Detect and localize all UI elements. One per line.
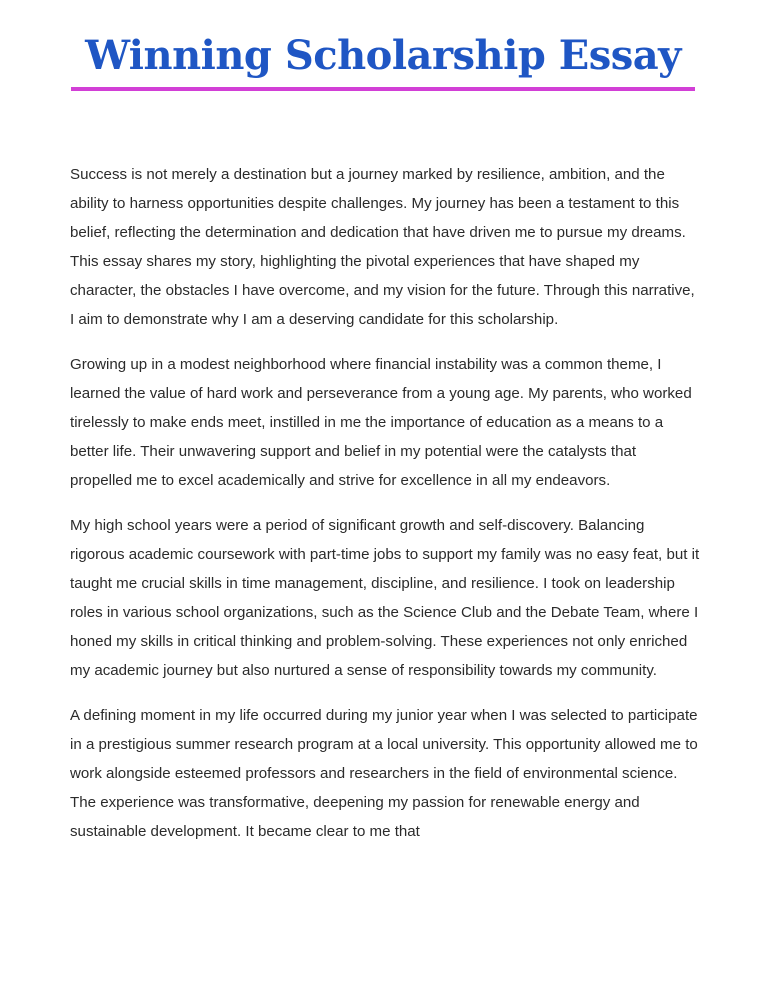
paragraph-upbringing: Growing up in a modest neighborhood where financial instability was a common theme, I learned the value of hard work and perseverance from a young age. My parents, who worked tirelessly to make ends meet, instilled in me the importance of education as a means to a better life. Their unwavering support and belief in my potential were the catalysts that propelled me to excel academically and strive for excellence in all my endeavors.: [70, 356, 692, 489]
page-title: Winning Scholarship Essay: [85, 32, 681, 79]
paragraph-defining-moment: A defining moment in my life occurred during my junior year when I was selected to participate in a prestigious summer research program at a local university. This opportunity allowed me to work alongside esteemed professors and researchers in the field of environmental science. The experience was transformative, deepening my passion for renewable energy and sustainable development. It became clear to me that: [70, 707, 698, 840]
essay-body: [70, 160, 700, 862]
paragraph-intro: Success is not merely a destination but a journey marked by resilience, ambition, and the ability to harness opportunities despite challenges. My journey has been a testament to this belief, reflecting the determination and dedication that have driven me to pursue my dreams. This essay shares my story, highlighting the pivotal experiences that have shaped my character, the obstacles I have overcome, and my vision for the future. Through this narrative, I aim to demonstrate why I am a deserving candidate for this scholarship.: [70, 166, 695, 328]
title-underline: [71, 87, 695, 91]
paragraph-high-school: My high school years were a period of significant growth and self-discovery. Balancing rigorous academic coursework with part-time jobs to support my family was no easy feat, but it taught me crucial skills in time management, discipline, and resilience. I took on leadership roles in various school organizations, such as the Science Club and the Debate Team, where I honed my skills in critical thinking and problem-solving. These experiences not only enriched my academic journey but also nurtured a sense of responsibility towards my community.: [70, 517, 700, 679]
